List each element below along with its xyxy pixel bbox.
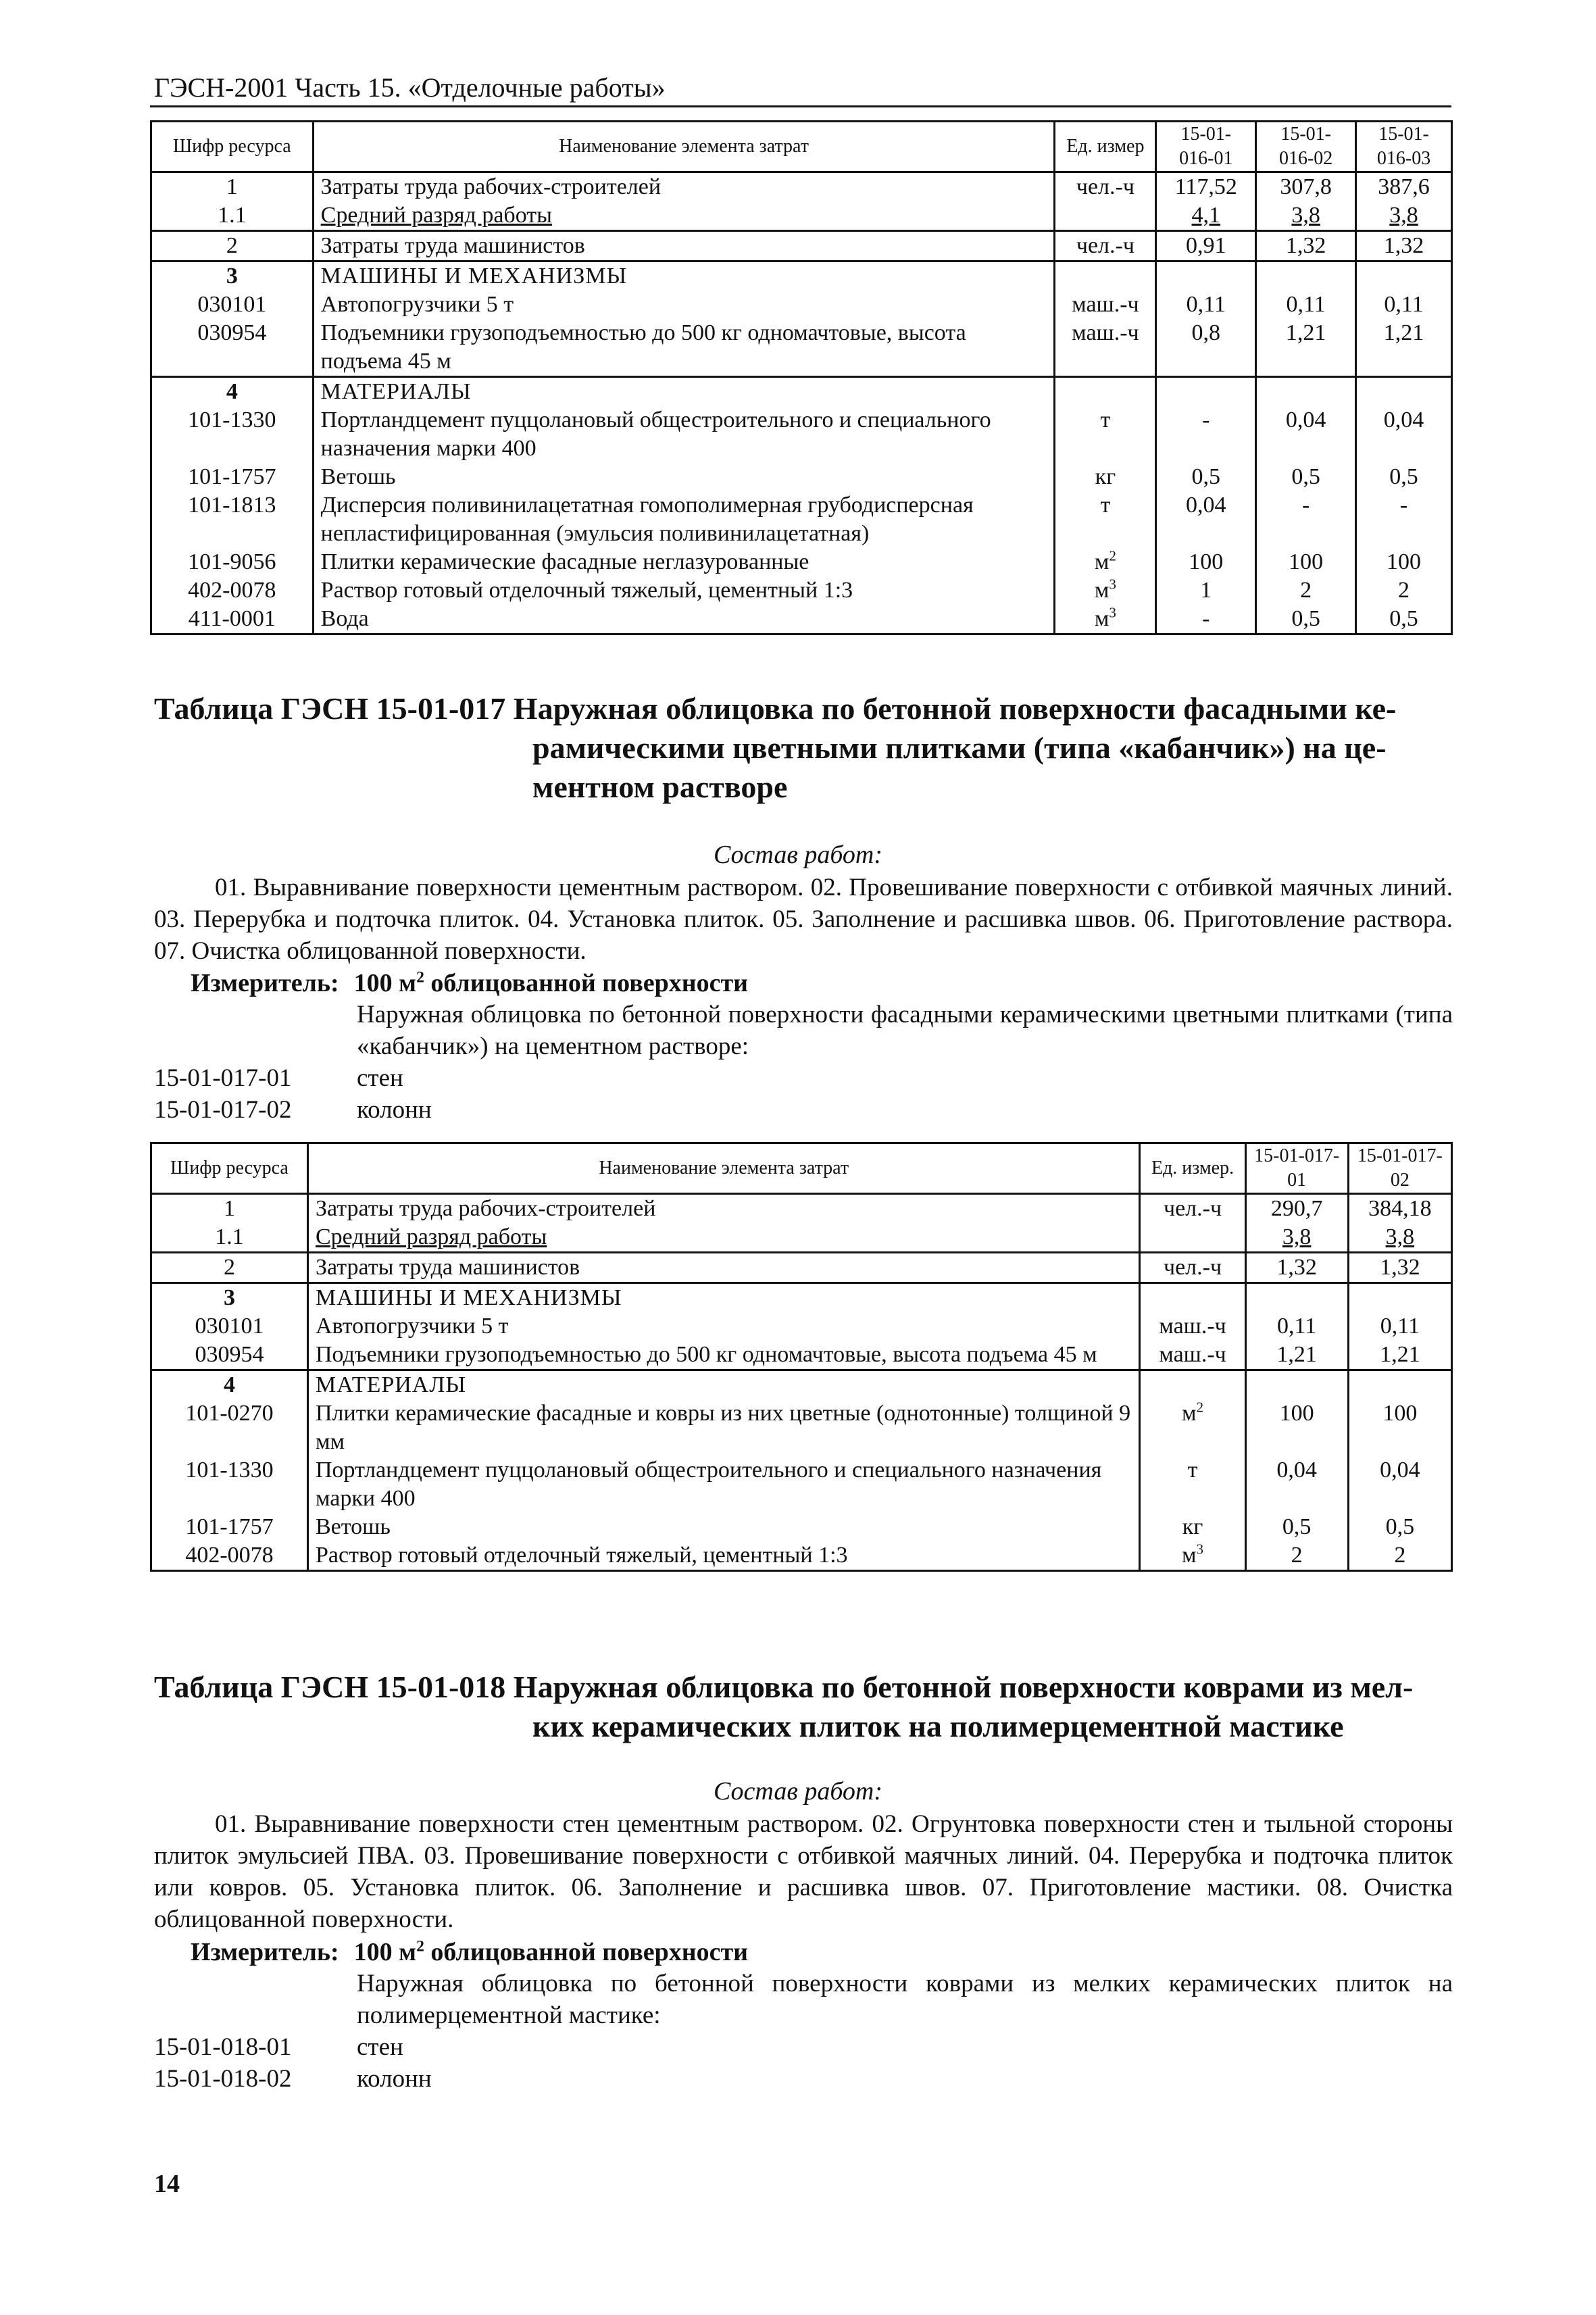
cell-name: Плитки керамические фасадные неглазурованные [313, 548, 1055, 576]
cell-value: 2 [1245, 1541, 1348, 1571]
cell-name: Автопогрузчики 5 т [313, 291, 1055, 319]
cell-code: 1 [151, 1194, 308, 1224]
cell-value: 0,5 [1156, 463, 1256, 491]
cell-value: 0,5 [1356, 605, 1452, 634]
table-row [151, 291, 1452, 319]
table-row [151, 201, 1452, 231]
cell-value: - [1256, 491, 1356, 548]
unit-exponent: 2 [1196, 1399, 1204, 1416]
cell-value [1348, 1370, 1451, 1400]
unit-exponent: 2 [1109, 547, 1116, 564]
unit-text: м [1182, 1543, 1197, 1568]
table-row [151, 491, 1452, 548]
cell-unit: т [1055, 406, 1156, 463]
cell-value: - [1356, 491, 1452, 548]
cell-unit [1140, 1541, 1245, 1571]
cell-unit [1055, 201, 1156, 231]
cell-name: Портландцемент пуццолановый общестроительного и специального назначения марки 400 [308, 1456, 1140, 1513]
cell-value [1156, 377, 1256, 407]
table-row-section [151, 262, 1452, 291]
cell-value [1256, 377, 1356, 407]
measurement-unit [191, 968, 748, 999]
cell-value [1356, 377, 1452, 407]
cell-value: 4,1 [1156, 201, 1256, 231]
unit-text: м [1094, 578, 1109, 603]
cell-code: 101-1813 [151, 491, 314, 548]
measurement-exponent: 2 [416, 968, 424, 987]
cell-value: 0,04 [1245, 1456, 1348, 1513]
cell-value: 1,21 [1245, 1341, 1348, 1370]
cell-value: 0,04 [1348, 1456, 1451, 1513]
cell-value: - [1156, 605, 1256, 634]
cell-value: 290,7 [1245, 1194, 1348, 1224]
cell-code: 2 [151, 1253, 308, 1283]
table-row [151, 605, 1452, 634]
table-row [151, 1253, 1452, 1283]
cell-unit: маш.-ч [1140, 1312, 1245, 1341]
cell-value: 100 [1156, 548, 1256, 576]
table-title-line-2: ких керамических плиток на полимерцементной мастике [532, 1709, 1344, 1743]
cell-name: Средний разряд работы [308, 1223, 1140, 1253]
cell-value: 3,8 [1348, 1223, 1451, 1253]
measurement-exponent: 2 [416, 1937, 424, 1956]
work-composition-label: Состав работ: [713, 1777, 883, 1806]
table-row [151, 576, 1452, 605]
cell-unit [1055, 377, 1156, 407]
table-row [151, 319, 1452, 377]
subitem-label: стен [357, 2033, 403, 2061]
cell-value: 0,5 [1356, 463, 1452, 491]
section-heading: МАТЕРИАЛЫ [313, 377, 1055, 407]
subitem-code: 15-01-017-02 [154, 1096, 292, 1124]
col-header-name: Наименование элемента затрат [313, 122, 1055, 172]
cell-value: 100 [1348, 1399, 1451, 1456]
cell-code: 1.1 [151, 1223, 308, 1253]
cell-code: 030101 [151, 1312, 308, 1341]
cell-name: Подъемники грузоподъемностью до 500 кг одномачтовые, высота подъема 45 м [313, 319, 1055, 377]
cell-code: 402-0078 [151, 576, 314, 605]
cell-code: 1.1 [151, 201, 314, 231]
cell-code: 3 [151, 262, 314, 291]
table-title-line-2: рамическими цветными плитками (типа «кабанчик») на це- [532, 730, 1387, 765]
col-header-norm-1: 15-01-016-01 [1156, 122, 1256, 172]
cell-value: 0,5 [1256, 605, 1356, 634]
cell-value: 3,8 [1245, 1223, 1348, 1253]
cell-value: 0,11 [1348, 1312, 1451, 1341]
cell-value: 1,32 [1356, 231, 1452, 262]
cell-value: 0,11 [1156, 291, 1256, 319]
cell-value [1156, 262, 1256, 291]
cell-value: 1,21 [1256, 319, 1356, 377]
unit-exponent: 3 [1196, 1541, 1204, 1558]
cell-code: 101-1757 [151, 1513, 308, 1541]
cell-unit: чел.-ч [1140, 1253, 1245, 1283]
col-header-norm-2: 15-01-016-02 [1256, 122, 1356, 172]
subitems-intro: Наружная облицовка по бетонной поверхности фасадными керамическими цветными плитками (типа «кабанчик») на цементном растворе: [357, 1001, 1453, 1060]
cell-value: 307,8 [1256, 172, 1356, 202]
cell-code: 101-1757 [151, 463, 314, 491]
subitem-label: стен [357, 1064, 403, 1092]
measurement-value: 100 м [353, 969, 417, 997]
cell-name: Ветошь [308, 1513, 1140, 1541]
cell-unit [1055, 576, 1156, 605]
cell-unit: чел.-ч [1055, 231, 1156, 262]
unit-text: м [1094, 606, 1109, 631]
col-header-code: Шифр ресурса [151, 122, 314, 172]
cell-code: 101-1330 [151, 1456, 308, 1513]
cell-unit [1140, 1399, 1245, 1456]
cell-code: 101-1330 [151, 406, 314, 463]
col-header-name: Наименование элемента затрат [308, 1143, 1140, 1194]
col-header-unit: Ед. измер. [1140, 1143, 1245, 1194]
col-header-norm-1: 15-01-017-01 [1245, 1143, 1348, 1194]
cell-name: Подъемники грузоподъемностью до 500 кг одномачтовые, высота подъема 45 м [308, 1341, 1140, 1370]
table-row [151, 1456, 1452, 1513]
table-row [151, 231, 1452, 262]
cell-code: 3 [151, 1283, 308, 1313]
cell-unit: чел.-ч [1140, 1194, 1245, 1224]
table-row [151, 406, 1452, 463]
cell-value: 0,04 [1356, 406, 1452, 463]
work-composition-text: 01. Выравнивание поверхности стен цементным раствором. 02. Огрунтовка поверхности стен и тыльной стороны плиток эмульсией ПВА. 03. Провешивание поверхности с отбивкой маячных линий. 04. Перерубка и подточка плиток или ковров. 05. Установка плиток. 06. Заполнение и расшивка швов. 07. Приготовление мастики. 08. Очистка облицованной поверхности. [154, 1810, 1453, 1933]
cell-value: 3,8 [1356, 201, 1452, 231]
table-title-line-1: Таблица ГЭСН 15-01-018 Наружная облицовка по бетонной поверхности коврами из мел- [154, 1670, 1414, 1704]
table-row [151, 1312, 1452, 1341]
cell-name: Вода [313, 605, 1055, 634]
cell-value: 0,11 [1245, 1312, 1348, 1341]
cell-value: 0,5 [1245, 1513, 1348, 1541]
subitem-label: колонн [357, 1096, 432, 1124]
cell-value: 2 [1348, 1541, 1451, 1571]
cell-name: Раствор готовый отделочный тяжелый, цементный 1:3 [313, 576, 1055, 605]
cell-value [1356, 262, 1452, 291]
cell-value: 0,11 [1356, 291, 1452, 319]
table-row-section [151, 1283, 1452, 1313]
measurement-label: Измеритель: [191, 1938, 339, 1966]
subitem-row [154, 1094, 432, 1126]
table-title-017 [154, 689, 1451, 807]
work-composition-text: 01. Выравнивание поверхности цементным раствором. 02. Провешивание поверхности с отбивкой маячных линий. 03. Перерубка и подточка плиток. 04. Установка плиток. 05. Заполнение и расшивка швов. 06. Приготовление раствора. 07. Очистка облицованной поверхности. [154, 874, 1453, 965]
cell-value: 0,91 [1156, 231, 1256, 262]
cell-name: Ветошь [313, 463, 1055, 491]
measurement-label: Измеритель: [191, 969, 339, 997]
cell-value: 1,21 [1348, 1341, 1451, 1370]
subitem-code: 15-01-018-01 [154, 2033, 292, 2061]
table-row [151, 1513, 1452, 1541]
cell-code: 4 [151, 1370, 308, 1400]
table-header-row [151, 122, 1452, 172]
cell-value: 1,21 [1356, 319, 1452, 377]
subitem-label: колонн [357, 2065, 432, 2093]
cell-name: Затраты труда машинистов [313, 231, 1055, 262]
section-heading: МАШИНЫ И МЕХАНИЗМЫ [308, 1283, 1140, 1313]
cell-unit: маш.-ч [1140, 1341, 1245, 1370]
cell-value: 1,32 [1348, 1253, 1451, 1283]
cell-value: 0,8 [1156, 319, 1256, 377]
table-row [151, 1341, 1452, 1370]
cell-code: 411-0001 [151, 605, 314, 634]
cell-unit: кг [1140, 1513, 1245, 1541]
cell-unit: т [1055, 491, 1156, 548]
cell-value: 384,18 [1348, 1194, 1451, 1224]
cell-code: 030954 [151, 319, 314, 377]
measurement-unit [191, 1937, 748, 1968]
cell-value: 100 [1356, 548, 1452, 576]
cell-code: 1 [151, 172, 314, 202]
measurement-value-tail: облицованной поверхности [424, 969, 749, 997]
table-title-line-1: Таблица ГЭСН 15-01-017 Наружная облицовка по бетонной поверхности фасадными ке- [154, 691, 1397, 726]
cell-unit: кг [1055, 463, 1156, 491]
cell-name: Дисперсия поливинилацетатная гомополимерная грубодисперсная непластифицированная (эмульсия поливинилацетатная) [313, 491, 1055, 548]
cell-unit [1055, 605, 1156, 634]
cell-value: 3,8 [1256, 201, 1356, 231]
subitem-row [154, 2031, 403, 2063]
col-header-unit: Ед. измер [1055, 122, 1156, 172]
table-row [151, 548, 1452, 576]
cell-value: 1 [1156, 576, 1256, 605]
cell-unit [1055, 548, 1156, 576]
table-header-row [151, 1143, 1452, 1194]
work-composition-label: Состав работ: [713, 841, 883, 869]
cell-unit: т [1140, 1456, 1245, 1513]
cell-unit: чел.-ч [1055, 172, 1156, 202]
cell-unit [1140, 1370, 1245, 1400]
cell-value [1348, 1283, 1451, 1313]
cell-value [1245, 1283, 1348, 1313]
cell-name: Затраты труда рабочих-строителей [313, 172, 1055, 202]
cell-unit: маш.-ч [1055, 291, 1156, 319]
cell-name: Затраты труда машинистов [308, 1253, 1140, 1283]
unit-text: м [1094, 549, 1109, 574]
cell-code: 402-0078 [151, 1541, 308, 1571]
resource-table-017 [150, 1142, 1453, 1572]
cell-unit: маш.-ч [1055, 319, 1156, 377]
table-row [151, 1399, 1452, 1456]
cell-unit [1055, 262, 1156, 291]
measurement-value: 100 м [353, 1938, 417, 1966]
header-rule [150, 105, 1451, 107]
cell-name: Автопогрузчики 5 т [308, 1312, 1140, 1341]
table-row-section [151, 377, 1452, 407]
col-header-norm-3: 15-01-016-03 [1356, 122, 1452, 172]
cell-name: Средний разряд работы [313, 201, 1055, 231]
cell-value: 0,5 [1348, 1513, 1451, 1541]
cell-value: 0,04 [1156, 491, 1256, 548]
cell-value [1245, 1370, 1348, 1400]
unit-exponent: 3 [1109, 576, 1116, 593]
cell-value: 2 [1356, 576, 1452, 605]
cell-unit [1140, 1283, 1245, 1313]
unit-text: м [1182, 1401, 1197, 1426]
col-header-norm-2: 15-01-017-02 [1348, 1143, 1451, 1194]
cell-code: 101-9056 [151, 548, 314, 576]
cell-value: - [1156, 406, 1256, 463]
subitems-intro: Наружная облицовка по бетонной поверхности коврами из мелких керамических плиток на полимерцементной мастике: [357, 1970, 1453, 2029]
cell-value [1256, 262, 1356, 291]
cell-value: 0,04 [1256, 406, 1356, 463]
cell-value: 0,11 [1256, 291, 1356, 319]
measurement-value-tail: облицованной поверхности [424, 1938, 749, 1966]
unit-exponent: 3 [1109, 604, 1116, 621]
cell-value: 1,32 [1245, 1253, 1348, 1283]
table-row [151, 1223, 1452, 1253]
cell-value: 0,5 [1256, 463, 1356, 491]
subitem-code: 15-01-018-02 [154, 2065, 292, 2093]
cell-value: 117,52 [1156, 172, 1256, 202]
table-row [151, 1194, 1452, 1224]
cell-unit [1140, 1223, 1245, 1253]
section-heading: МАШИНЫ И МЕХАНИЗМЫ [313, 262, 1055, 291]
table-row [151, 1541, 1452, 1571]
table-row [151, 172, 1452, 202]
cell-code: 101-0270 [151, 1399, 308, 1456]
cell-value: 100 [1256, 548, 1356, 576]
section-heading: МАТЕРИАЛЫ [308, 1370, 1140, 1400]
cell-value: 387,6 [1356, 172, 1452, 202]
page-number: 14 [154, 2170, 180, 2198]
cell-value: 1,32 [1256, 231, 1356, 262]
subitem-row [154, 1062, 403, 1094]
cell-name: Раствор готовый отделочный тяжелый, цементный 1:3 [308, 1541, 1140, 1571]
cell-code: 2 [151, 231, 314, 262]
table-title-018 [154, 1668, 1451, 1746]
table-row [151, 463, 1452, 491]
cell-value: 2 [1256, 576, 1356, 605]
table-title-line-3: ментном растворе [532, 770, 788, 804]
table-row-section [151, 1370, 1452, 1400]
cell-name: Затраты труда рабочих-строителей [308, 1194, 1140, 1224]
cell-code: 030101 [151, 291, 314, 319]
cell-value: 100 [1245, 1399, 1348, 1456]
cell-name: Портландцемент пуццолановый общестроительного и специального назначения марки 400 [313, 406, 1055, 463]
running-header: ГЭСН-2001 Часть 15. «Отделочные работы» [154, 72, 666, 103]
cell-code: 030954 [151, 1341, 308, 1370]
col-header-code: Шифр ресурса [151, 1143, 308, 1194]
resource-table-016 [150, 120, 1453, 635]
cell-name: Плитки керамические фасадные и ковры из них цветные (однотонные) толщиной 9 мм [308, 1399, 1140, 1456]
subitem-row [154, 2063, 432, 2095]
subitem-code: 15-01-017-01 [154, 1064, 292, 1092]
cell-code: 4 [151, 377, 314, 407]
